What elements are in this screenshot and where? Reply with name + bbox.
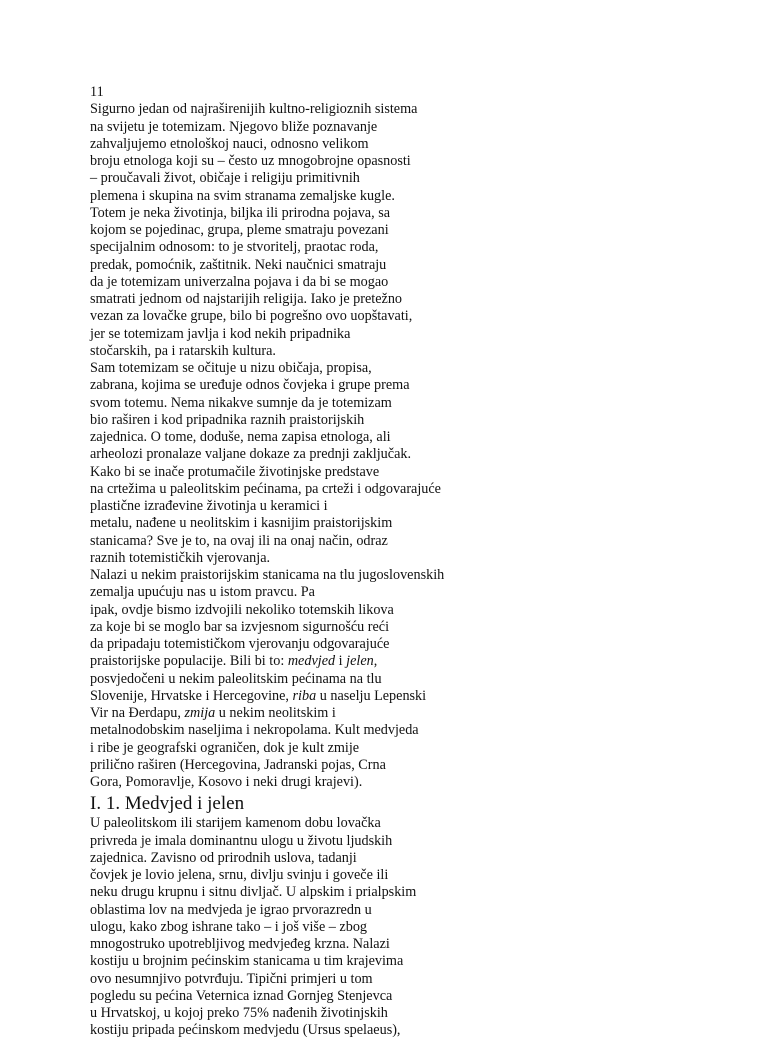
text-line: mnogostruko upotrebljivog medvjeđeg krzna. Nalazi: [90, 936, 390, 952]
text-line: za koje bi se moglo bar sa izvjesnom sigurnošću reći: [90, 618, 390, 635]
text-fragment: praistorijske populacije. Bili bi to:: [90, 653, 288, 670]
text-fragment: Vir na Đerdapu,: [90, 705, 185, 721]
text-line: broju etnologa koji su – često uz mnogobrojne opasnosti: [90, 153, 411, 169]
text-line: u Hrvatskoj, u kojoj preko 75% nađenih životinjskih: [90, 1005, 388, 1021]
text-line: svom totemu. Nema nikakve sumnje da je totemizam: [90, 394, 392, 411]
text-line: metalu, nađene u neolitskim i kasnijim praistorijskim: [90, 515, 393, 532]
text-line-medvjed-jelen: [90, 653, 750, 670]
text-line: ovo nesumnjivo potvrđuju. Tipični primjeri u tom: [90, 970, 373, 987]
paragraph-totemism-customs: [90, 360, 750, 567]
text-line: bio raširen i kod pripadnika raznih praistorijskih: [90, 411, 365, 428]
text-line: – proučavali život, običaje i religiju primitivnih: [90, 170, 360, 187]
text-line: posvjedočeni u nekim paleolitskim pećinama na tlu: [90, 670, 382, 687]
section-heading: I. 1. Medvjed i jelen: [90, 793, 245, 815]
text-line-zmija: [90, 705, 750, 722]
text-line: zahvaljujemo etnološkoj nauci, odnosno velikom: [90, 135, 369, 152]
text-line: na crtežima u paleolitskim pećinama, pa crteži i odgovarajuće: [90, 480, 441, 497]
emphasis-medvjed: medvjed: [287, 653, 336, 670]
text-line-riba: [90, 688, 750, 705]
text-line: privreda je imala dominantnu ulogu u životu ljudskih: [90, 832, 393, 849]
text-fragment: u naselju Lepenski: [316, 687, 427, 704]
emphasis-riba: riba: [292, 687, 317, 704]
text-fragment: ,: [373, 653, 378, 670]
text-line: da je totemizam univerzalna pojava i da bi se mogao: [90, 273, 389, 290]
text-line: pogledu su pećina Veternica iznad Gornjeg Stenjevca: [90, 987, 393, 1004]
text-line: kojom se pojedinac, grupa, pleme smatraju povezani: [90, 222, 389, 238]
text-line: U paleolitskom ili starijem kamenom dobu lovačka: [90, 815, 381, 832]
text-line: neku drugu krupnu i sitnu divljač. U alpskim i prialpskim: [90, 884, 417, 901]
text-line: ulogu, kako zbog ishrane tako – i još više – zbog: [90, 918, 368, 935]
text-line: i ribe je geografski ograničen, dok je kult zmije: [90, 739, 360, 756]
text-line: prilično raširen (Hercegovina, Jadranski pojas, Crna: [90, 756, 386, 773]
emphasis-zmija: zmija: [184, 705, 216, 721]
paragraph-totemic-figures: [90, 567, 750, 791]
text-line: zajednica. O tome, doduše, nema zapisa etnologa, ali: [90, 429, 391, 445]
text-line: čovjek je lovio jelena, srnu, divlju svinju i goveče ili: [90, 867, 389, 883]
text-line: Totem je neka životinja, biljka ili prirodna pojava, sa: [90, 204, 391, 221]
text-line: zemalja upućuju nas u istom pravcu. Pa: [90, 584, 315, 601]
text-line: vezan za lovačke grupe, bilo bi pogrešno ovo uopštavati,: [90, 308, 413, 325]
text-fragment: i: [335, 653, 347, 670]
emphasis-jelen: jelen: [346, 653, 374, 670]
document-page: [90, 84, 750, 1040]
text-line: Gora, Pomoravlje, Kosovo i neki drugi krajevi).: [90, 774, 363, 790]
text-line: zabrana, kojima se uređuje odnos čovjeka i grupe prema: [90, 377, 410, 394]
text-line: stanicama? Sve je to, na ovaj ili na onaj način, odraz: [90, 532, 388, 549]
text-line: kostiju u brojnim pećinskim stanicama u tim krajevima: [90, 953, 404, 970]
text-line: kostiju pripada pećinskom medvjedu (Ursus spelaeus),: [90, 1022, 401, 1039]
text-line: na svijetu je totemizam. Njegovo bliže poznavanje: [90, 118, 378, 135]
page-number: 11: [90, 84, 104, 100]
text-line: plastične izrađevine životinja u keramici i: [90, 498, 328, 514]
text-line: zajednica. Zavisno od prirodnih uslova, tadanji: [90, 849, 357, 866]
paragraph-totemism-intro: [90, 101, 750, 360]
text-line: jer se totemizam javlja i kod nekih pripadnika: [90, 325, 351, 342]
text-line: specijalnim odnosom: to je stvoritelj, praotac roda,: [90, 239, 379, 256]
text-line: stočarskih, pa i ratarskih kultura.: [90, 342, 276, 359]
text-line: plemena i skupina na svim stranama zemaljske kugle.: [90, 187, 395, 204]
text-line: Sam totemizam se očituje u nizu običaja, propisa,: [90, 360, 372, 376]
text-line: raznih totemističkih vjerovanja.: [90, 549, 271, 566]
text-line: metalnodobskim naseljima i nekropolama. Kult medvjeda: [90, 722, 419, 739]
text-fragment: Slovenije, Hrvatske i Hercegovine,: [90, 687, 293, 704]
text-line: ipak, ovdje bismo izdvojili nekoliko totemskih likova: [90, 601, 394, 618]
text-line: da pripadaju totemističkom vjerovanju odgovarajuće: [90, 636, 390, 652]
text-fragment: u nekim neolitskim i: [215, 705, 336, 721]
text-line: Nalazi u nekim praistorijskim stanicama na tlu jugoslovenskih: [90, 567, 445, 583]
text-line: smatrati jednom od najstarijih religija. Iako je pretežno: [90, 291, 403, 307]
text-line: predak, pomoćnik, zaštitnik. Neki naučnici smatraju: [90, 256, 387, 273]
text-line: Sigurno jedan od najraširenijih kultno-religioznih sistema: [90, 101, 418, 118]
text-line: arheolozi pronalaze valjane dokaze za prednji zaključak.: [90, 446, 412, 463]
text-line: Kako bi se inače protumačile životinjske predstave: [90, 463, 380, 480]
paragraph-paleolithic-hunting: [90, 815, 750, 1039]
text-line: oblastima lov na medvjeda je igrao prvorazredn u: [90, 901, 372, 918]
